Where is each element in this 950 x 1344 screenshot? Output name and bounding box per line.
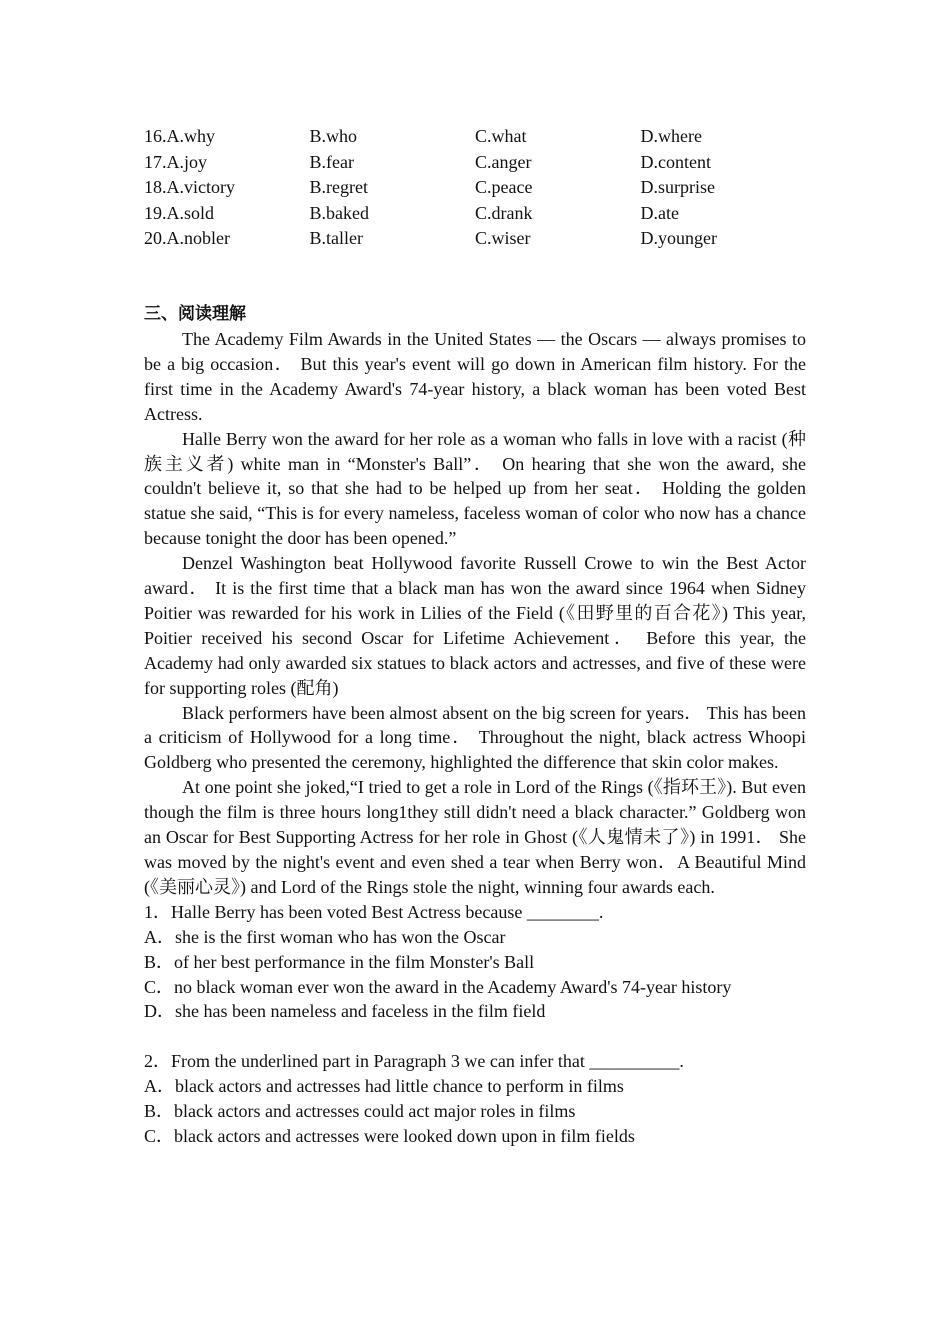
option-row bbox=[144, 150, 806, 176]
question-stem: 1．Halle Berry has been voted Best Actress because ________. bbox=[144, 901, 604, 922]
options-table bbox=[144, 124, 806, 252]
answer-option: B．of her best performance in the film Monster's Ball bbox=[144, 951, 535, 972]
document-page bbox=[144, 124, 806, 1149]
option-row bbox=[144, 124, 806, 150]
option-c: C.anger bbox=[475, 151, 532, 172]
option-row bbox=[144, 175, 806, 201]
answer-option: A．she is the first woman who has won the Oscar bbox=[144, 926, 506, 947]
option-b: B.fear bbox=[309, 151, 354, 172]
option-b: B.regret bbox=[309, 177, 368, 198]
answer-option: C．black actors and actresses were looked down upon in film fields bbox=[144, 1126, 635, 1147]
passage-paragraph: Denzel Washington beat Hollywood favorite Russell Crowe to win the Best Actor award． It is the first time that a black man has won the award since 1964 when Sidney Poitier was rewarded for his work in Lilies of the Field (《田野里的百合花》) This year, Poitier received his second Oscar for Lifetime Achievement． Before this year, the Academy had only awarded six statues to black actors and actresses, and five of these were for supporting roles (配角) bbox=[144, 553, 806, 698]
option-d: D.content bbox=[640, 151, 711, 172]
question-1 bbox=[144, 900, 806, 1025]
question-2 bbox=[144, 1049, 806, 1149]
option-d: D.ate bbox=[640, 202, 679, 223]
option-d: D.younger bbox=[640, 228, 717, 249]
spacer bbox=[144, 252, 806, 302]
option-row bbox=[144, 201, 806, 227]
option-a: 18.A.victory bbox=[144, 177, 235, 198]
option-d: D.surprise bbox=[640, 177, 715, 198]
passage-paragraph: Halle Berry won the award for her role as a woman who falls in love with a racist (种族主义者) white man in “Monster's Ball”． On hearing that she won the award, she couldn't believe it, so that she had to be helped up from her seat． Holding the golden statue she said, “This is for every nameless, faceless woman of color who now has a chance because tonight the door has been opened.” bbox=[144, 428, 806, 549]
option-a: 17.A.joy bbox=[144, 151, 207, 172]
option-b: B.taller bbox=[309, 228, 363, 249]
section-title: 三、阅读理解 bbox=[144, 303, 246, 324]
spacer bbox=[144, 1024, 806, 1049]
option-c: C.wiser bbox=[475, 228, 531, 249]
option-c: C.what bbox=[475, 126, 527, 146]
option-b: B.who bbox=[309, 126, 358, 146]
passage-paragraph: At one point she joked,“I tried to get a role in Lord of the Rings (《指环王》). But even though the film is three hours long1they still didn't need a black character.” Goldberg won an Oscar for Best Supporting Actress for her role in Ghost (《人鬼情未了》) in 1991． She was moved by the night's event and even shed a tear when Berry won．A Beautiful Mind (《美丽心灵》) and Lord of the Rings stole the night, winning four awards each. bbox=[144, 777, 806, 897]
option-a: 16.A.why bbox=[144, 126, 215, 146]
option-d: D.where bbox=[640, 126, 702, 146]
option-row bbox=[144, 226, 806, 252]
passage-paragraph: The Academy Film Awards in the United States — the Oscars — always promises to be a big occasion． But this year's event will go down in American film history. For the first time in the Academy Award's 74-year history, a black woman has been voted Best Actress. bbox=[144, 328, 806, 424]
reading-passage bbox=[144, 327, 806, 900]
answer-option: D．she has been nameless and faceless in the film field bbox=[144, 1001, 546, 1022]
option-a: 19.A.sold bbox=[144, 202, 215, 223]
answer-option: A．black actors and actresses had little chance to perform in films bbox=[144, 1076, 624, 1097]
option-a: 20.A.nobler bbox=[144, 228, 230, 249]
answer-option: C．no black woman ever won the award in the Academy Award's 74-year history bbox=[144, 976, 732, 997]
option-c: C.peace bbox=[475, 177, 533, 198]
option-c: C.drank bbox=[475, 202, 533, 223]
passage-paragraph: Black performers have been almost absent on the big screen for years． This has been a criticism of Hollywood for a long time． Throughout the night, black actress Whoopi Goldberg who presented the ceremony, highlighted the difference that skin color makes. bbox=[144, 702, 806, 773]
question-stem: 2．From the underlined part in Paragraph 3 we can infer that __________. bbox=[144, 1051, 684, 1072]
answer-option: B．black actors and actresses could act major roles in films bbox=[144, 1101, 576, 1122]
option-b: B.baked bbox=[309, 202, 369, 223]
